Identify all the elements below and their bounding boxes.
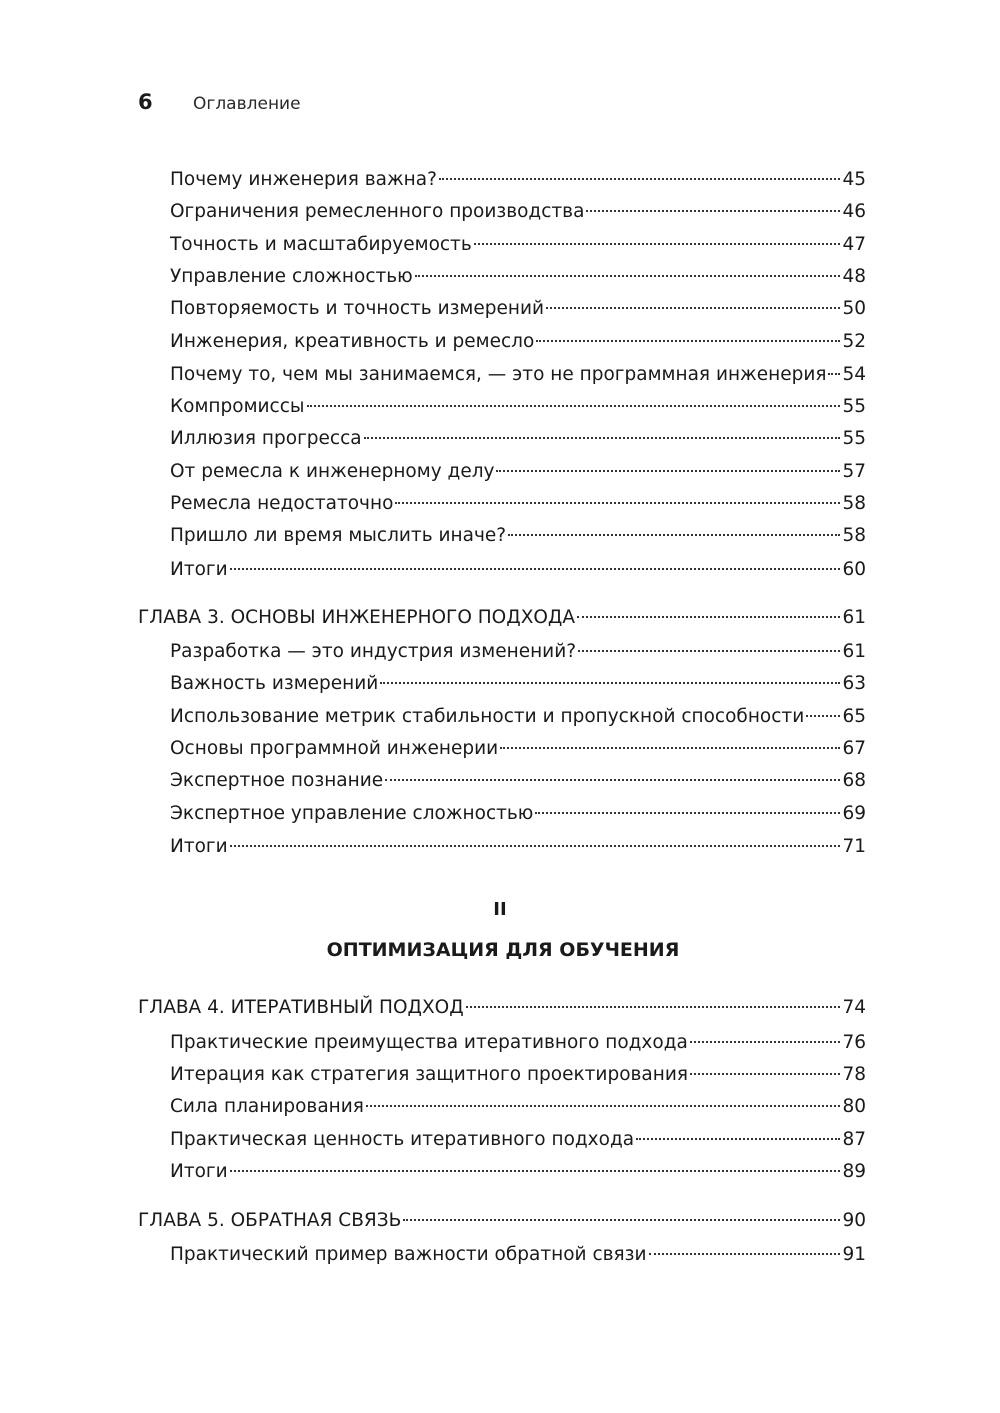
dot-leader <box>403 1219 840 1221</box>
toc-entry-page: 78 <box>842 1064 866 1085</box>
dot-leader <box>578 650 840 652</box>
toc-entry-title: Разработка — это индустрия изменений? <box>170 641 577 662</box>
toc-entry[interactable] <box>170 458 866 486</box>
toc-entry-page: 68 <box>842 770 866 791</box>
toc-entry[interactable] <box>170 361 866 389</box>
dot-leader <box>380 682 840 684</box>
toc-entry-title: Экспертное познание <box>170 770 384 791</box>
toc-entry-title: От ремесла к инженерному делу <box>170 461 495 482</box>
toc-entry[interactable] <box>170 670 866 698</box>
dot-leader <box>307 405 841 407</box>
toc-entry-title: Инженерия, креативность и ремесло <box>170 331 535 352</box>
toc-entry-title: Ремесла недостаточно <box>170 493 394 514</box>
toc-chapter-page: 61 <box>842 607 866 628</box>
toc-entry[interactable] <box>170 833 866 861</box>
toc-chapter-title: ГЛАВА 5. ОБРАТНАЯ СВЯЗЬ <box>138 1210 402 1231</box>
toc-chapter-5[interactable] <box>138 1207 866 1235</box>
toc-entry[interactable] <box>170 263 866 291</box>
dot-leader <box>415 275 841 277</box>
dot-leader <box>366 1105 841 1107</box>
dot-leader <box>385 779 840 781</box>
toc-entry[interactable] <box>170 800 866 828</box>
toc-entry[interactable] <box>170 1158 866 1186</box>
toc-entry-page: 47 <box>842 234 866 255</box>
toc-entry[interactable] <box>170 1093 866 1121</box>
dot-leader <box>230 845 841 847</box>
toc-entry-page: 58 <box>842 525 866 546</box>
toc-entry-page: 63 <box>842 673 866 694</box>
toc-entry-page: 55 <box>842 428 866 449</box>
toc-entry-title: Почему то, чем мы занимаемся, — это не программная инженерия <box>170 364 827 385</box>
dot-leader <box>690 1041 841 1043</box>
toc-entry-page: 80 <box>842 1096 866 1117</box>
toc-entry-title: Практическая ценность итеративного подхода <box>170 1129 635 1150</box>
toc-entry[interactable] <box>170 556 866 584</box>
toc-entry[interactable] <box>170 198 866 226</box>
toc-entry-page: 89 <box>842 1161 866 1182</box>
toc-entry-page: 48 <box>842 266 866 287</box>
toc-entry-title: Компромиссы <box>170 396 305 417</box>
toc-entry[interactable] <box>170 490 866 518</box>
toc-entry[interactable] <box>170 425 866 453</box>
toc-entry-title: Ограничения ремесленного производства <box>170 201 585 222</box>
toc-entry-title: Итоги <box>170 1161 228 1182</box>
toc-entry[interactable] <box>170 638 866 666</box>
dot-leader <box>439 178 841 180</box>
toc-entry-page: 55 <box>842 396 866 417</box>
running-title: Оглавление <box>193 94 301 114</box>
toc-entry-title: Важность измерений <box>170 673 379 694</box>
dot-leader <box>636 1138 840 1140</box>
dot-leader <box>395 502 840 504</box>
dot-leader <box>546 307 840 309</box>
dot-leader <box>230 568 841 570</box>
dot-leader <box>586 210 840 212</box>
dot-leader <box>496 470 840 472</box>
toc-entry-title: Иллюзия прогресса <box>170 428 362 449</box>
dot-leader <box>649 1253 841 1255</box>
dot-leader <box>828 373 840 375</box>
toc-entry[interactable] <box>170 522 866 550</box>
toc-entry[interactable] <box>170 1061 866 1089</box>
toc-entry-page: 61 <box>842 641 866 662</box>
toc-entry[interactable] <box>170 295 866 323</box>
toc-entry-title: Повторяемость и точность измерений <box>170 298 545 319</box>
page-number: 6 <box>138 90 153 114</box>
dot-leader <box>577 616 840 618</box>
toc-chapter-page: 90 <box>842 1210 866 1231</box>
toc-entry-page: 69 <box>842 803 866 824</box>
toc-entry[interactable] <box>170 735 866 763</box>
toc-entry-page: 60 <box>842 559 866 580</box>
toc-entry-title: Почему инженерия важна? <box>170 169 437 190</box>
toc-entry-page: 50 <box>842 298 866 319</box>
toc-entry-title: Итоги <box>170 836 228 857</box>
part-number: II <box>493 899 507 920</box>
toc-entry-title: Пришло ли время мыслить иначе? <box>170 525 507 546</box>
toc-entry-page: 58 <box>842 493 866 514</box>
toc-entry[interactable] <box>170 393 866 421</box>
toc-entry-title: Практические преимущества итеративного подхода <box>170 1032 688 1053</box>
dot-leader <box>536 340 840 342</box>
toc-entry-page: 57 <box>842 461 866 482</box>
toc-entry-page: 52 <box>842 331 866 352</box>
toc-chapter-4[interactable] <box>138 994 866 1022</box>
dot-leader <box>466 1006 841 1008</box>
part-title: ОПТИМИЗАЦИЯ ДЛЯ ОБУЧЕНИЯ <box>326 939 680 961</box>
toc-entry-page: 46 <box>842 201 866 222</box>
toc-entry[interactable] <box>170 231 866 259</box>
toc-chapter-title: ГЛАВА 3. ОСНОВЫ ИНЖЕНЕРНОГО ПОДХОДА <box>138 607 576 628</box>
toc-entry[interactable] <box>170 328 866 356</box>
toc-entry-title: Основы программной инженерии <box>170 738 499 759</box>
toc-entry[interactable] <box>170 767 866 795</box>
dot-leader <box>230 1170 841 1172</box>
toc-entry-title: Сила планирования <box>170 1096 364 1117</box>
toc-entry-page: 67 <box>842 738 866 759</box>
toc-entry-page: 54 <box>842 364 866 385</box>
toc-chapter-page: 74 <box>842 997 866 1018</box>
toc-entry-page: 71 <box>842 836 866 857</box>
toc-entry-title: Экспертное управление сложностью <box>170 803 534 824</box>
toc-entry-title: Использование метрик стабильности и пропускной способности <box>170 706 805 727</box>
toc-entry-title: Итерация как стратегия защитного проектирования <box>170 1064 688 1085</box>
dot-leader <box>508 534 840 536</box>
toc-entry-page: 45 <box>842 169 866 190</box>
dot-leader <box>690 1073 840 1075</box>
toc-entry-title: Практический пример важности обратной связи <box>170 1244 647 1265</box>
dot-leader <box>806 715 840 717</box>
toc-chapter-3[interactable] <box>138 604 866 632</box>
toc-entry[interactable] <box>170 703 866 731</box>
toc-entry[interactable] <box>170 1126 866 1154</box>
dot-leader <box>364 437 841 439</box>
dot-leader <box>474 243 841 245</box>
toc-entry-title: Управление сложностью <box>170 266 413 287</box>
dot-leader <box>535 812 840 814</box>
toc-entry-page: 91 <box>842 1244 866 1265</box>
toc-entry-page: 65 <box>842 706 866 727</box>
toc-entry-page: 76 <box>842 1032 866 1053</box>
toc-entry[interactable] <box>170 166 866 194</box>
toc-entry-title: Итоги <box>170 559 228 580</box>
toc-entry[interactable] <box>170 1029 866 1057</box>
dot-leader <box>500 747 840 749</box>
toc-chapter-title: ГЛАВА 4. ИТЕРАТИВНЫЙ ПОДХОД <box>138 997 464 1018</box>
page-header <box>138 90 301 114</box>
toc-entry-title: Точность и масштабируемость <box>170 234 472 255</box>
toc-entry[interactable] <box>170 1241 866 1269</box>
toc-entry-page: 87 <box>842 1129 866 1150</box>
